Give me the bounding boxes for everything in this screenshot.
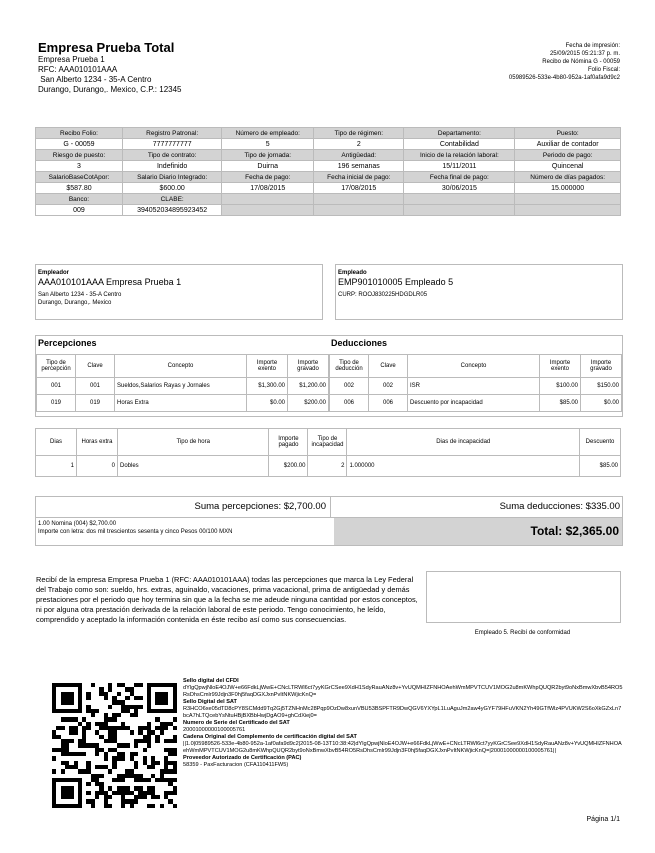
- employee-box: [335, 264, 623, 320]
- info-label: Fecha de pago:: [222, 172, 314, 183]
- info-value: Auxiliar de contador: [515, 139, 621, 150]
- hours-cell: Dobles: [118, 456, 269, 477]
- ded-cell: $100.00: [540, 378, 581, 395]
- pac-label: Proveedor Autorizado de Certificación (PAC): [183, 755, 302, 761]
- employer-label: Empleador: [38, 270, 70, 276]
- info-value-row: [36, 183, 621, 194]
- signature-caption: Empleado 5. Recibí de conformidad: [474, 630, 571, 636]
- perc-cell: $1,200.00: [288, 378, 329, 395]
- hours-cell: 1: [36, 456, 77, 477]
- info-value: Indefinido: [122, 161, 221, 172]
- perc-row: [37, 395, 329, 412]
- sat-seal-label: Sello Digital del SAT: [183, 699, 237, 705]
- info-value: 7777777777: [122, 139, 221, 150]
- info-value: [314, 205, 404, 216]
- meta-block: [509, 42, 620, 82]
- qr-code: [52, 683, 177, 808]
- ded-cell: Descuento por incapacidad: [408, 395, 540, 412]
- info-value: [222, 205, 314, 216]
- info-value-row: [36, 139, 621, 150]
- ded-header: Tipo de deducción: [330, 355, 369, 378]
- hours-cell: 2: [308, 456, 347, 477]
- info-value: 3: [36, 161, 123, 172]
- info-label: CLABE:: [122, 194, 221, 205]
- info-label: Salario Diario Integrado:: [122, 172, 221, 183]
- fiscal-folio: 05989526-533e-4b80-952a-1af0afa9d9c2: [508, 75, 620, 81]
- info-label: Fecha final de pago:: [404, 172, 515, 183]
- hours-header: Tipo de hora: [118, 429, 269, 456]
- perc-cell: $1,300.00: [247, 378, 288, 395]
- perc-cell: $200.00: [288, 395, 329, 412]
- pac-value: 58359 - PaxFacturacion (CFA110411FW5): [183, 762, 289, 768]
- perc-cell: 001: [37, 378, 76, 395]
- perc-header: Importe gravado: [288, 355, 329, 378]
- ded-table: [329, 354, 622, 412]
- info-grid: [35, 127, 621, 216]
- perc-row: [37, 378, 329, 395]
- company-rfc: RFC: AAA010101AAA: [38, 65, 118, 74]
- info-header-row: [36, 194, 621, 205]
- employee-curp: CURP: ROOJ830225HDGDLR05: [338, 292, 428, 298]
- ded-cell: $85.00: [540, 395, 581, 412]
- info-label: Antigüedad:: [314, 150, 404, 161]
- chain-label: Cadena Original del Complemento de certificación digital del SAT: [183, 734, 357, 740]
- hours-header: Importe pagado: [269, 429, 308, 456]
- perc-title: Percepciones: [38, 338, 97, 348]
- perc-cell: $0.00: [247, 395, 288, 412]
- info-value: 5: [222, 139, 314, 150]
- fiscal-label: Folio Fiscal:: [587, 67, 620, 73]
- signature-box: [426, 571, 621, 623]
- info-label: Inicio de la relación laboral:: [404, 150, 515, 161]
- original-chain: ||1.0|05989526-533e-4b80-952a-1af0afa9d9c2|2015-08-13T10:38:42|dYlgQpwjNloE4OJW+e66FdkLjWwE+CNcLTRWl6ct7yyKGrCSee9XdH1SdyRauANz8v+YvUQMHIZFNHOAehWmMPVTCUV1MOG2u8mKWhpQUQR2byt9oNxBmwXbvB54RO5RsDhsCmlr99Jdjn3F0hj5faqDGXJxnPvItNKWjicKnQ=|20001000000100005761||: [183, 741, 622, 754]
- ded-cell: ISR: [408, 378, 540, 395]
- hours-row: [36, 456, 621, 477]
- receipt-statement: Recibí de la empresa Empresa Prueba 1 (RFC: AAA010101AAA) todas las percepciones que marca la Ley Federal del Trabajo como son: sueldo, hrs. extras, aguinaldo, vacaciones, prima vacacional, prima de antigüedad y demás prestaciones por el periodo que hoy termina sin que a la fecha se me adeude ninguna cantidad por estos conceptos, ni por alguna otra prestación derivada de la relación laboral de este periodo. Tengo conocimiento, he leído, comprendido y aceptado la información contenida en éste recibo así como sus consecuencias.: [36, 575, 418, 624]
- info-header-row: [36, 172, 621, 183]
- perc-table: [36, 354, 329, 412]
- info-value: [404, 205, 515, 216]
- employee-name: EMP901010005 Empleado 5: [338, 277, 454, 287]
- page-number: Página 1/1: [586, 816, 620, 823]
- total-amount: Total: $2,365.00: [334, 518, 622, 545]
- perc-ded-box: [35, 335, 623, 417]
- info-label: Banco:: [36, 194, 123, 205]
- cfdi-seal-label: Sello digital del CFDI: [183, 678, 239, 684]
- info-label: [515, 194, 621, 205]
- info-value: Quincenal: [515, 161, 621, 172]
- info-value-row: [36, 205, 621, 216]
- hours-header: Dias: [36, 429, 77, 456]
- perc-cell: 019: [76, 395, 115, 412]
- info-label: [222, 194, 314, 205]
- hours-header: Tipo de incapacidad: [308, 429, 347, 456]
- info-value: 009: [36, 205, 123, 216]
- cert-number: 20001000000100005761: [183, 727, 246, 733]
- ded-cell: 006: [369, 395, 408, 412]
- employer-box: [35, 264, 323, 320]
- hours-cell: 1.000000: [347, 456, 580, 477]
- info-label: Riesgo de puesto:: [36, 150, 123, 161]
- hours-table: [35, 428, 621, 477]
- info-header-row: [36, 128, 621, 139]
- info-value: 30/06/2015: [404, 183, 515, 194]
- info-label: Periodo de pago:: [515, 150, 621, 161]
- ded-header: Importe gravado: [581, 355, 622, 378]
- info-value: Duirna: [222, 161, 314, 172]
- info-value: 196 semanas: [314, 161, 404, 172]
- perc-cell: Horas Extra: [115, 395, 247, 412]
- ded-header-row: [330, 355, 622, 378]
- info-label: Tipo de régimen:: [314, 128, 404, 139]
- employee-label: Empleado: [338, 270, 367, 276]
- ded-cell: 002: [369, 378, 408, 395]
- ded-cell: 002: [330, 378, 369, 395]
- company-name: Empresa Prueba Total: [38, 40, 175, 55]
- hours-header-row: [36, 429, 621, 456]
- info-value: $600.00: [122, 183, 221, 194]
- ded-title: Deducciones: [331, 338, 388, 348]
- ded-header: Concepto: [408, 355, 540, 378]
- ded-header: Importe exento: [540, 355, 581, 378]
- perc-header: Importe exento: [247, 355, 288, 378]
- info-value: 2: [314, 139, 404, 150]
- info-value: 15/11/2011: [404, 161, 515, 172]
- employer-name: AAA010101AAA Empresa Prueba 1: [38, 277, 182, 287]
- hours-header: Descuento: [580, 429, 621, 456]
- totals-box: [35, 496, 623, 546]
- perc-header: Concepto: [115, 355, 247, 378]
- info-label: Puesto:: [515, 128, 621, 139]
- info-value: 15.000000: [515, 183, 621, 194]
- hours-header: Dias de incapacidad: [347, 429, 580, 456]
- info-label: Registro Patronal:: [122, 128, 221, 139]
- hours-header: Horas extra: [77, 429, 118, 456]
- hours-cell: $200.00: [269, 456, 308, 477]
- perc-header: Tipo de percepción: [37, 355, 76, 378]
- employer-address: San Alberto 1234 - 35-A Centro: [38, 292, 122, 298]
- ded-cell: $0.00: [581, 395, 622, 412]
- info-value: Contabilidad: [404, 139, 515, 150]
- info-label: Número de empleado:: [222, 128, 314, 139]
- info-label: Número de días pagados:: [515, 172, 621, 183]
- sum-perc: Suma percepciones: $2,700.00: [36, 497, 331, 517]
- amount-in-words: Importe con letra: dos mil trescientos sesenta y cinco Pesos 00/100 MXN: [38, 529, 233, 535]
- hours-cell: $85.00: [580, 456, 621, 477]
- issuer-block: [38, 40, 182, 95]
- perc-cell: 019: [37, 395, 76, 412]
- ded-cell: 006: [330, 395, 369, 412]
- hours-cell: 0: [77, 456, 118, 477]
- info-value: 17/08/2015: [314, 183, 404, 194]
- info-label: Recibo Folio:: [36, 128, 123, 139]
- info-value: 394052034895923452: [122, 205, 221, 216]
- info-value: $587.80: [36, 183, 123, 194]
- company-address: San Alberto 1234 - 35-A Centro: [38, 75, 152, 84]
- info-label: Departamento:: [404, 128, 515, 139]
- info-header-row: [36, 150, 621, 161]
- print-date: 25/09/2015 05:21:37 p. m.: [549, 51, 620, 57]
- employer-city: Durango, Durango,. Mexico: [38, 300, 112, 306]
- sum-ded: Suma deducciones: $335.00: [499, 501, 620, 512]
- stamp-block: [183, 678, 623, 769]
- info-value: [515, 205, 621, 216]
- info-label: Tipo de contrato:: [122, 150, 221, 161]
- print-date-label: Fecha de impresión:: [565, 43, 620, 49]
- info-label: [404, 194, 515, 205]
- info-label: [314, 194, 404, 205]
- info-value: 17/08/2015: [222, 183, 314, 194]
- ded-cell: $150.00: [581, 378, 622, 395]
- ded-row: [330, 395, 622, 412]
- company-city: Durango, Durango,. Mexico, C.P.: 12345: [38, 85, 182, 94]
- receipt-number: Recibo de Nómina G - 00059: [542, 59, 620, 65]
- company-subname: Empresa Prueba 1: [38, 55, 105, 64]
- perc-cell: 001: [76, 378, 115, 395]
- info-label: SalarioBaseCotApor:: [36, 172, 123, 183]
- info-value: G - 00059: [36, 139, 123, 150]
- info-label: Tipo de jornada:: [222, 150, 314, 161]
- cert-label: Numero de Serie del Certificado del SAT: [183, 720, 290, 726]
- totals-line1: 1.00 Nomina (004) $2,700.00: [38, 521, 117, 527]
- perc-header: Clave: [76, 355, 115, 378]
- perc-cell: Sueldos,Salarios Rayas y Jornales: [115, 378, 247, 395]
- ded-row: [330, 378, 622, 395]
- info-label: Fecha inicial de pago:: [314, 172, 404, 183]
- cfdi-seal: dYlgQpwjNloE4OJW+e66FdkLjWwE+CNcLTRWl6ct7yyKGrCSee9XdH1SdyRauANz8v+YvUQMHIZFNHOAehWmMPVTCUV1MOG2u8mKWhpQUQR2byt9oNxBmwXbvB54RO5RsDhsCmlr99Jdjn3F0hj5faqDGXJxnPvItNKWjicKnQ=: [183, 685, 623, 698]
- info-value-row: [36, 161, 621, 172]
- sat-seal: R3HCO6xe05dTD8cPY8SCMdd9Tq2Gj5TZNHnMc28Pqp9OzDw8xunVBU53BSPFTR9DwQGV6YXYpL1LuAguJm2aw4yGYF79HFuVKN2Yh49GTfWlz4PVUKW2S6oXkGZxLn7bcA7hLTQcebYsNtuHBjBXBbHwjDgAO9+ghCdXiej0=: [183, 706, 622, 719]
- ded-header: Clave: [369, 355, 408, 378]
- perc-header-row: [37, 355, 329, 378]
